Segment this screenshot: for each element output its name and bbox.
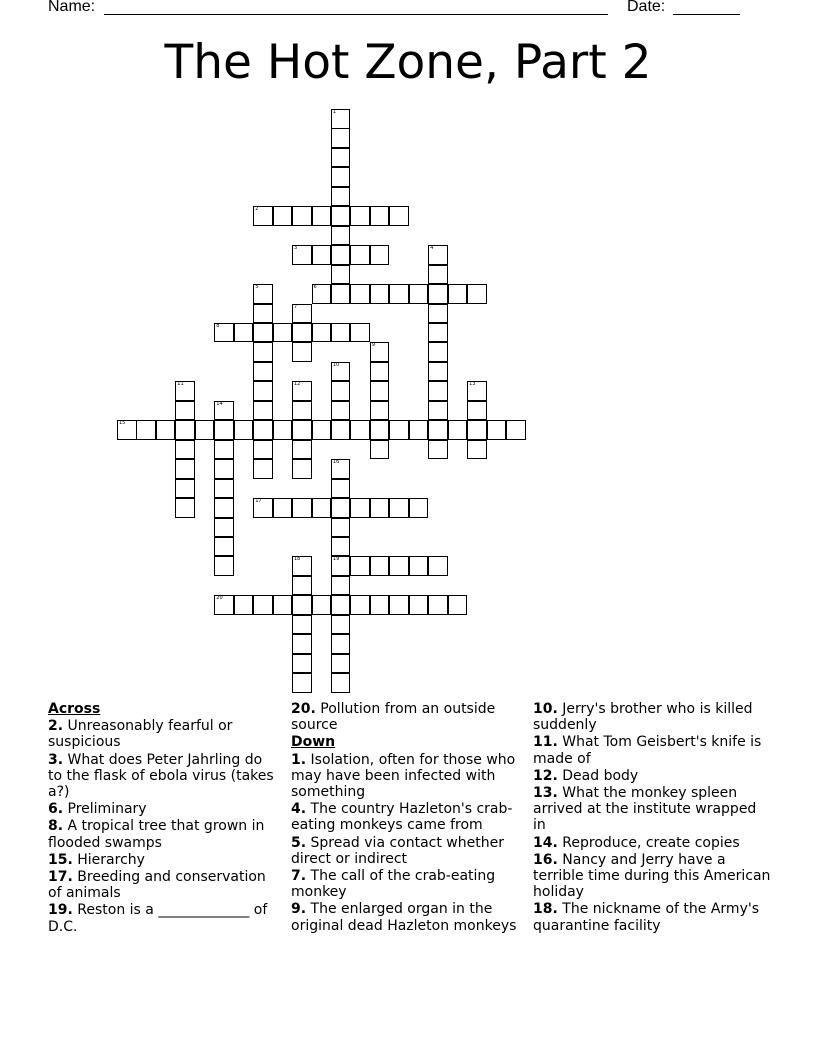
clue-down	[533, 768, 773, 784]
clue-number: 1.	[291, 751, 307, 768]
grid-cell[interactable]	[331, 362, 351, 382]
grid-cell[interactable]	[175, 479, 195, 499]
clue-across	[48, 801, 280, 817]
grid-cell[interactable]	[409, 284, 429, 304]
grid-cell[interactable]	[409, 595, 429, 615]
clue-number-label: 1	[332, 109, 337, 115]
grid-cell[interactable]	[467, 440, 487, 460]
clue-text: The nickname of the Army's quarantine facility	[533, 901, 759, 934]
grid-cell[interactable]	[175, 459, 195, 479]
grid-cell[interactable]	[253, 362, 273, 382]
grid-cell[interactable]	[253, 440, 273, 460]
grid-cell[interactable]	[331, 206, 351, 226]
grid-cell[interactable]	[214, 420, 234, 440]
grid-cell[interactable]	[331, 226, 351, 246]
grid-cell[interactable]	[214, 518, 234, 538]
grid-cell[interactable]	[331, 615, 351, 635]
grid-cell[interactable]	[467, 420, 487, 440]
grid-cell[interactable]	[292, 576, 312, 596]
grid-cell[interactable]	[214, 537, 234, 557]
clue-number: 9.	[291, 901, 307, 918]
grid-cell[interactable]	[312, 206, 332, 226]
grid-cell[interactable]	[292, 615, 312, 635]
clue-text: What the monkey spleen arrived at the institute wrapped in	[533, 785, 757, 834]
grid-cell[interactable]	[331, 148, 351, 168]
grid-cell[interactable]	[253, 304, 273, 324]
clue-across	[48, 818, 280, 850]
grid-cell[interactable]	[253, 381, 273, 401]
grid-cell[interactable]	[389, 498, 409, 518]
grid-cell[interactable]	[428, 342, 448, 362]
clue-down	[291, 835, 527, 867]
grid-cell[interactable]	[253, 401, 273, 421]
clue-down	[291, 868, 527, 900]
across-heading: Across	[48, 701, 101, 717]
grid-cell[interactable]	[331, 323, 351, 343]
grid-cell[interactable]	[312, 420, 332, 440]
grid-cell[interactable]	[312, 284, 332, 304]
clue-number-label: 17	[255, 498, 262, 504]
clue-across	[48, 869, 280, 901]
clue-number-label: 3	[294, 245, 298, 252]
grid-cell[interactable]	[350, 206, 370, 226]
clue-text: The enlarged organ in the original dead Hazleton monkeys	[291, 901, 517, 934]
grid-cell[interactable]	[156, 420, 176, 440]
grid-cell[interactable]	[331, 401, 351, 421]
grid-cell[interactable]	[292, 556, 312, 576]
clue-text: A tropical tree that grown in flooded swamps	[48, 818, 265, 851]
clue-text: Preliminary	[67, 801, 147, 818]
clue-down	[291, 901, 527, 933]
grid-cell[interactable]	[428, 381, 448, 401]
clue-number-label: 18	[294, 556, 301, 563]
grid-cell[interactable]	[370, 206, 390, 226]
grid-cell[interactable]	[331, 498, 351, 518]
grid-cell[interactable]	[350, 323, 370, 343]
grid-cell[interactable]	[467, 284, 487, 304]
grid-cell[interactable]	[428, 401, 448, 421]
clue-number: 5.	[291, 834, 307, 851]
clue-text: Reston is a _____________ of D.C.	[48, 902, 268, 935]
clue-number: 12.	[533, 767, 558, 784]
grid-cell[interactable]	[331, 128, 351, 148]
clue-across	[48, 902, 280, 934]
grid-cell[interactable]	[370, 440, 390, 460]
grid-cell[interactable]	[273, 206, 293, 226]
grid-cell[interactable]	[292, 245, 312, 265]
grid-cell[interactable]	[370, 420, 390, 440]
clue-down	[533, 835, 773, 851]
clue-number: 20.	[291, 701, 316, 717]
grid-cell[interactable]	[331, 537, 351, 557]
grid-cell[interactable]	[253, 420, 273, 440]
grid-cell[interactable]	[350, 245, 370, 265]
grid-cell[interactable]	[292, 420, 312, 440]
grid-cell[interactable]	[292, 323, 312, 343]
clue-down	[533, 701, 773, 733]
grid-cell[interactable]	[331, 245, 351, 265]
clue-down	[291, 801, 527, 833]
grid-cell[interactable]	[312, 595, 332, 615]
clue-number-label: 5	[255, 284, 259, 290]
clue-number-label: 4	[430, 245, 434, 252]
clue-number-label: 10	[332, 361, 340, 368]
clue-text: What Tom Geisbert's knife is made of	[533, 734, 762, 767]
grid-cell[interactable]	[214, 459, 234, 479]
grid-cell[interactable]	[487, 420, 507, 440]
clue-text: Pollution from an outside source	[291, 701, 496, 734]
clue-text: What does Peter Jahrling do to the flask of ebola virus (takes a?)	[48, 751, 274, 801]
clue-text: Unreasonably fearful or suspicious	[48, 718, 233, 751]
clue-number-label: 13	[469, 381, 476, 388]
grid-cell[interactable]	[253, 498, 273, 518]
grid-cell[interactable]	[331, 459, 351, 479]
clue-number: 2.	[48, 718, 64, 735]
clue-number: 13.	[533, 785, 558, 802]
clue-number: 18.	[533, 901, 558, 918]
clue-text: Dead body	[562, 767, 639, 784]
grid-cell[interactable]	[175, 440, 195, 460]
grid-cell[interactable]	[428, 245, 448, 265]
grid-cell[interactable]	[389, 556, 409, 576]
grid-cell[interactable]	[292, 206, 312, 226]
grid-cell[interactable]	[448, 284, 468, 304]
grid-cell[interactable]	[350, 595, 370, 615]
grid-cell[interactable]	[331, 654, 351, 674]
grid-cell[interactable]	[136, 420, 156, 440]
grid-cell[interactable]	[428, 556, 448, 576]
clue-across	[48, 852, 280, 868]
grid-cell[interactable]	[331, 673, 351, 693]
grid-cell[interactable]	[331, 284, 351, 304]
grid-cell[interactable]	[370, 595, 390, 615]
grid-cell[interactable]	[331, 167, 351, 187]
grid-cell[interactable]	[331, 187, 351, 207]
clue-text: Hierarchy	[77, 851, 145, 868]
grid-cell[interactable]	[428, 304, 448, 324]
grid-cell[interactable]	[234, 323, 254, 343]
grid-cell[interactable]	[292, 381, 312, 401]
clue-down	[533, 785, 773, 834]
clue-number: 8.	[48, 818, 64, 835]
clue-down	[291, 752, 527, 801]
clue-number-label: 14	[216, 400, 223, 407]
clue-text: Reproduce, create copies	[562, 834, 740, 851]
grid-cell[interactable]	[234, 595, 254, 615]
clue-number-label: 7	[294, 303, 298, 310]
clue-number: 16.	[533, 851, 558, 868]
clue-text: Breeding and conservation of animals	[48, 869, 266, 902]
clue-number-label: 11	[177, 381, 184, 388]
grid-cell[interactable]	[331, 595, 351, 615]
grid-cell[interactable]	[350, 498, 370, 518]
clue-text: The call of the crab-eating monkey	[291, 868, 496, 901]
grid-cell[interactable]	[312, 245, 332, 265]
clue-number-label: 6	[313, 284, 317, 290]
grid-cell[interactable]	[292, 401, 312, 421]
clue-column-2	[291, 700, 527, 934]
grid-cell[interactable]	[506, 420, 526, 440]
clue-text: Jerry's brother who is killed suddenly	[533, 701, 753, 734]
clue-column-3	[533, 700, 773, 934]
page-title: The Hot Zone, Part 2	[164, 35, 652, 90]
grid-cell[interactable]	[175, 381, 195, 401]
grid-cell[interactable]	[331, 109, 351, 129]
grid-cell[interactable]	[292, 342, 312, 362]
clue-number-label: 20	[216, 595, 223, 602]
clue-text: Isolation, often for those who may have been infected with something	[291, 751, 516, 801]
grid-cell[interactable]	[292, 673, 312, 693]
grid-cell[interactable]	[467, 401, 487, 421]
grid-cell[interactable]	[312, 498, 332, 518]
grid-cell[interactable]	[331, 556, 351, 576]
grid-cell[interactable]	[292, 440, 312, 460]
clue-text: The country Hazleton's crab-eating monkeys came from	[291, 801, 513, 834]
grid-cell[interactable]	[331, 576, 351, 596]
down-heading: Down	[291, 734, 336, 751]
grid-cell[interactable]	[409, 420, 429, 440]
grid-cell[interactable]	[389, 284, 409, 304]
clue-number-label: 8	[216, 322, 220, 329]
grid-cell[interactable]	[409, 498, 429, 518]
grid-cell[interactable]	[370, 362, 390, 382]
clue-number: 3.	[48, 751, 64, 768]
grid-cell[interactable]	[292, 654, 312, 674]
grid-cell[interactable]	[292, 459, 312, 479]
grid-cell[interactable]	[292, 304, 312, 324]
grid-cell[interactable]	[214, 556, 234, 576]
clue-number-label: 19	[332, 556, 340, 563]
grid-cell[interactable]	[312, 323, 332, 343]
clue-across	[48, 718, 280, 750]
grid-cell[interactable]	[292, 498, 312, 518]
grid-cell[interactable]	[428, 420, 448, 440]
clue-text: Nancy and Jerry have a terrible time during this American holiday	[533, 851, 771, 901]
grid-cell[interactable]	[175, 498, 195, 518]
clue-across	[48, 752, 280, 801]
grid-cell[interactable]	[331, 634, 351, 654]
grid-cell[interactable]	[214, 401, 234, 421]
grid-cell[interactable]	[273, 323, 293, 343]
clue-number-label: 15	[119, 420, 126, 427]
grid-cell[interactable]	[370, 401, 390, 421]
grid-cell[interactable]	[292, 595, 312, 615]
grid-cell[interactable]	[331, 265, 351, 285]
grid-cell[interactable]	[331, 381, 351, 401]
grid-cell[interactable]	[428, 284, 448, 304]
grid-cell[interactable]	[253, 595, 273, 615]
grid-cell[interactable]	[253, 323, 273, 343]
grid-cell[interactable]	[389, 206, 409, 226]
clue-number: 7.	[291, 868, 307, 885]
grid-cell[interactable]	[175, 401, 195, 421]
grid-cell[interactable]	[370, 245, 390, 265]
name-label: Name:	[48, 0, 96, 15]
grid-cell[interactable]	[370, 556, 390, 576]
date-label: Date:	[627, 0, 666, 15]
grid-cell[interactable]	[428, 265, 448, 285]
clue-number: 4.	[291, 801, 307, 818]
grid-cell[interactable]	[214, 479, 234, 499]
grid-cell[interactable]	[448, 595, 468, 615]
grid-cell[interactable]	[331, 479, 351, 499]
grid-cell[interactable]	[273, 498, 293, 518]
grid-cell[interactable]	[195, 420, 215, 440]
grid-cell[interactable]	[253, 459, 273, 479]
clue-number: 10.	[533, 701, 558, 717]
grid-cell[interactable]	[350, 556, 370, 576]
clue-across	[291, 701, 527, 733]
clue-number-label: 12	[294, 381, 301, 388]
grid-cell[interactable]	[331, 420, 351, 440]
grid-cell[interactable]	[214, 498, 234, 518]
grid-cell[interactable]	[331, 518, 351, 538]
grid-cell[interactable]	[292, 634, 312, 654]
grid-cell[interactable]	[214, 440, 234, 460]
clue-number: 15.	[48, 851, 73, 868]
grid-cell[interactable]	[253, 206, 273, 226]
grid-cell[interactable]	[253, 342, 273, 362]
grid-cell[interactable]	[467, 381, 487, 401]
grid-cell[interactable]	[409, 556, 429, 576]
grid-cell[interactable]	[370, 284, 390, 304]
grid-cell[interactable]	[273, 595, 293, 615]
grid-cell[interactable]	[428, 595, 448, 615]
grid-cell[interactable]	[428, 362, 448, 382]
grid-cell[interactable]	[370, 498, 390, 518]
grid-cell[interactable]	[370, 381, 390, 401]
grid-cell[interactable]	[370, 342, 390, 362]
clue-number: 17.	[48, 869, 73, 886]
grid-cell[interactable]	[253, 284, 273, 304]
grid-cell[interactable]	[175, 420, 195, 440]
clue-number-label: 16	[332, 459, 340, 466]
grid-cell[interactable]	[428, 323, 448, 343]
grid-cell[interactable]	[350, 284, 370, 304]
clue-number-label: 2	[255, 206, 259, 213]
grid-cell[interactable]	[448, 420, 468, 440]
grid-cell[interactable]	[389, 595, 409, 615]
clue-number: 6.	[48, 801, 64, 818]
grid-cell[interactable]	[428, 440, 448, 460]
clue-text: Spread via contact whether direct or indirect	[291, 834, 504, 867]
grid-cell[interactable]	[389, 420, 409, 440]
grid-cell[interactable]	[117, 420, 137, 440]
grid-cell[interactable]	[350, 420, 370, 440]
clue-down	[533, 852, 773, 901]
clue-down	[533, 901, 773, 933]
clue-column-1	[48, 700, 280, 935]
clue-number: 14.	[533, 834, 558, 851]
grid-cell[interactable]	[234, 420, 254, 440]
clue-number-label: 9	[371, 342, 376, 349]
grid-cell[interactable]	[214, 323, 234, 343]
grid-cell[interactable]	[214, 595, 234, 615]
clue-number: 11.	[533, 734, 558, 751]
grid-cell[interactable]	[273, 420, 293, 440]
clue-down	[533, 734, 773, 766]
clue-number: 19.	[48, 902, 73, 919]
